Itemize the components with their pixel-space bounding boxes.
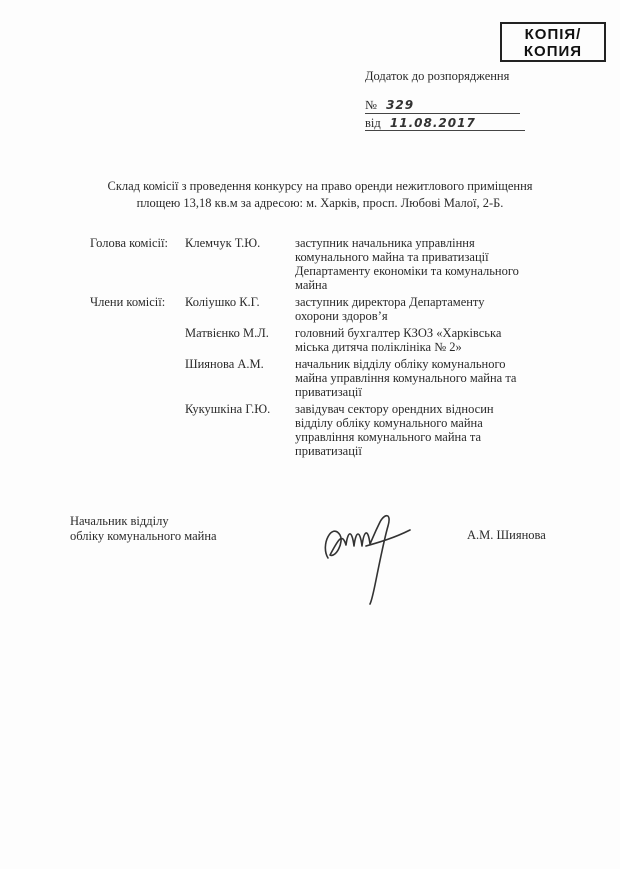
order-date: [365, 116, 525, 131]
position-line: Департаменту економіки та комунального: [295, 264, 519, 278]
number-value: 329: [386, 98, 415, 112]
position-line: заступник начальника управління: [295, 236, 475, 250]
stamp-line-2: КОПИЯ: [523, 43, 583, 60]
member-name: Кукушкіна Г.Ю.: [185, 402, 271, 416]
commission-roster: [90, 236, 560, 458]
position-line: міська дитяча поліклініка № 2»: [295, 340, 462, 354]
position-line: начальник відділу обліку комунального: [295, 357, 506, 371]
position-line: заступник директора Департаменту: [295, 295, 485, 309]
member-position: [295, 236, 550, 292]
position-line: приватизації: [295, 385, 362, 399]
position-line: приватизації: [295, 444, 362, 458]
member-position: [295, 326, 550, 354]
member-position: [295, 402, 550, 458]
date-label: від: [365, 116, 381, 130]
commission-member-row: [90, 326, 560, 354]
member-position: [295, 357, 550, 399]
copy-stamp: [500, 22, 606, 62]
date-value: 11.08.2017: [389, 116, 476, 130]
member-name: Матвієнко М.Л.: [185, 326, 269, 340]
handwritten-signature: [310, 500, 420, 610]
position-line: завідувач сектору орендних відносин: [295, 402, 494, 416]
signatory-line-2: обліку комунального майна: [70, 529, 217, 543]
signatory-name: А.М. Шиянова: [467, 528, 546, 542]
member-name: Клемчук Т.Ю.: [185, 236, 261, 250]
title-line-2: площею 13,18 кв.м за адресою: м. Харків, просп. Любові Малої, 2-Б.: [136, 196, 504, 210]
member-role: Члени комісії:: [90, 295, 166, 309]
commission-member-row: [90, 357, 560, 399]
commission-member-row: [90, 236, 560, 292]
number-label: №: [365, 98, 377, 112]
member-position: [295, 295, 550, 323]
title-line-1: Склад комісії з проведення конкурсу на право оренди нежитлового приміщення: [107, 179, 533, 193]
position-line: майна: [295, 278, 328, 292]
position-line: охорони здоров’я: [295, 309, 388, 323]
member-role: Голова комісії:: [90, 236, 168, 250]
signatory-line-1: Начальник відділу: [70, 514, 169, 528]
document-title: [80, 178, 560, 212]
position-line: комунального майна та приватизації: [295, 250, 489, 264]
position-line: майна управління комунального майна та: [295, 371, 517, 385]
member-name: Шиянова А.М.: [185, 357, 264, 371]
position-line: головний бухгалтер КЗОЗ «Харківська: [295, 326, 502, 340]
addendum-heading: Додаток до розпорядження: [365, 69, 510, 83]
commission-member-row: [90, 295, 560, 323]
signatory-position: [70, 514, 217, 544]
stamp-line-1: КОПІЯ/: [524, 26, 582, 43]
member-name: Коліушко К.Г.: [185, 295, 260, 309]
commission-member-row: [90, 402, 560, 458]
order-number: [365, 98, 520, 114]
position-line: відділу обліку комунального майна: [295, 416, 483, 430]
position-line: управління комунального майна та: [295, 430, 482, 444]
